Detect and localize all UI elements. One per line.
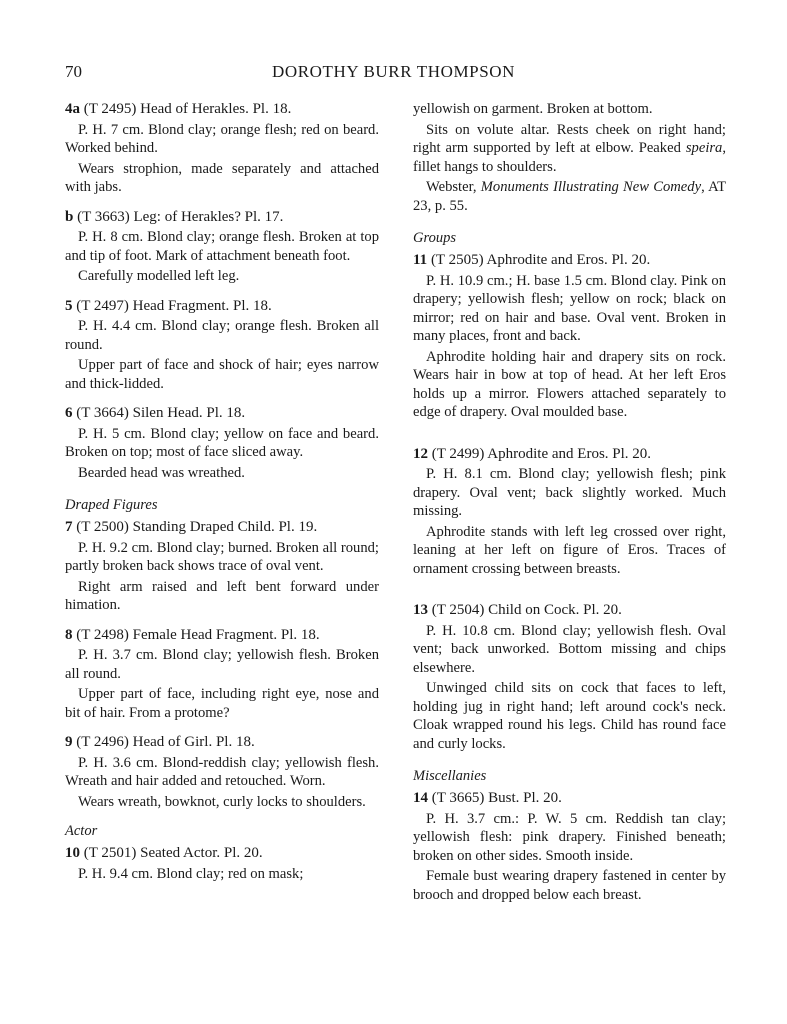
entry-description: P. H. 9.2 cm. Blond clay; burned. Broken all round; partly broken back shows trace of oval vent.: [65, 539, 379, 574]
entry-description: P. H. 10.9 cm.; H. base 1.5 cm. Blond clay. Pink on drapery; yellowish flesh; yellow on rock; black on mirror; red on hair and base. Oval vent. Broken in many places, front and back.: [413, 272, 726, 344]
entry-heading: (T 2500) Standing Draped Child. Pl. 19.: [72, 519, 318, 535]
entry-commentary: Upper part of face and shock of hair; eyes narrow and thick-lidded.: [65, 357, 379, 392]
catalog-entry-10-continued: [413, 100, 726, 215]
entry-description: P. H. 7 cm. Blond clay; orange flesh; red on beard. Worked behind.: [65, 121, 379, 156]
catalog-entry-10: [65, 844, 379, 883]
running-head: DOROTHY BURR THOMPSON: [271, 62, 516, 81]
entry-number: 11: [413, 252, 428, 268]
reference-title: Monuments Illustrating New Comedy: [480, 179, 702, 195]
catalog-entry-4a: [65, 100, 379, 197]
entry-heading: (T 2497) Head Fragment. Pl. 18.: [72, 297, 272, 314]
entry-number: 8: [65, 626, 73, 643]
entry-title: [65, 404, 379, 423]
entry-number: 6: [65, 405, 73, 421]
entry-title: [413, 251, 726, 270]
entry-description: P. H. 5 cm. Blond clay; yellow on face and beard. Broken on top; most of face sliced away.: [65, 425, 379, 460]
catalog-entry-4b: [65, 208, 379, 286]
entry-heading: (T 2498) Female Head Fragment. Pl. 18.: [72, 626, 320, 643]
page-number: 70: [65, 62, 82, 81]
entry-heading: (T 2499) Aphrodite and Eros. Pl. 20.: [428, 445, 652, 462]
entry-heading: (T 2501) Seated Actor. Pl. 20.: [80, 845, 263, 861]
section-heading-draped-figures: Draped Figures: [65, 497, 158, 513]
entry-number: 9: [65, 734, 73, 750]
entry-heading: (T 2495) Head of Herakles. Pl. 18.: [80, 101, 292, 117]
catalog-entry-7: [65, 518, 379, 615]
entry-reference: [413, 178, 726, 215]
entry-number: 7: [65, 519, 73, 535]
reference-author: Webster,: [426, 179, 481, 195]
entry-title: [413, 445, 726, 464]
entry-description: P. H. 3.6 cm. Blond-reddish clay; yellowish flesh. Wreath and hair added and retouched. Worn.: [65, 754, 379, 789]
entry-number: 4a: [65, 101, 80, 117]
entry-commentary: Bearded head was wreathed.: [78, 464, 245, 481]
entry-title: [65, 844, 379, 863]
catalog-entry-11: [413, 251, 726, 422]
entry-title: [65, 518, 379, 537]
catalog-entry-13: [413, 601, 726, 753]
commentary-text-end: , fillet hangs to shoulders.: [413, 140, 726, 175]
entry-description-continued: yellowish on garment. Broken at bottom.: [413, 101, 653, 117]
entry-title: [65, 208, 379, 227]
catalog-entry-6: [65, 404, 379, 482]
entry-description: P. H. 9.4 cm. Blond clay; red on mask;: [78, 865, 304, 882]
entry-description: P. H. 8.1 cm. Blond clay; yellowish flesh; pink drapery. Oval vent; back slightly worked. Much missing.: [413, 466, 726, 519]
catalog-entry-5: [65, 297, 379, 394]
entry-commentary: Upper part of face, including right eye, nose and bit of hair. From a protome?: [65, 686, 379, 721]
catalog-entry-8: [65, 626, 379, 723]
left-column: [65, 100, 379, 894]
commentary-text: Sits on volute altar. Rests cheek on right hand; right arm supported by left at elbow. Peaked: [413, 121, 726, 156]
entry-description: P. H. 8 cm. Blond clay; orange flesh. Broken at top and tip of foot. Mark of attachment beneath foot.: [65, 229, 379, 264]
entry-title: [413, 789, 726, 808]
entry-title: [65, 100, 379, 119]
entry-heading: (T 3664) Silen Head. Pl. 18.: [72, 405, 246, 421]
entry-number: 14: [413, 790, 428, 806]
entry-heading: (T 2504) Child on Cock. Pl. 20.: [428, 602, 622, 618]
entry-title: [65, 733, 379, 752]
commentary-term: speira: [685, 140, 723, 156]
entry-heading: (T 2496) Head of Girl. Pl. 18.: [72, 734, 255, 750]
section-heading-groups: Groups: [413, 230, 456, 246]
entry-commentary: Unwinged child sits on cock that faces to left, holding jug in right hand; left around cock's neck. Cloak wrapped round his legs. Child has round face and curly locks.: [413, 680, 726, 752]
entry-title: [65, 297, 379, 316]
entry-commentary: Aphrodite holding hair and drapery sits on rock. Wears hair in bow at top of head. At her left Eros holds up a mirror. Flowers attached separately to edge of drapery. Oval moulded base.: [413, 348, 726, 420]
entry-number: 5: [65, 297, 73, 314]
entry-commentary: Wears strophion, made separately and attached with jabs.: [65, 160, 379, 195]
reference-locator: , AT 23, p. 55.: [413, 179, 726, 214]
entry-title: [65, 626, 379, 645]
entry-commentary: Wears wreath, bowknot, curly locks to shoulders.: [78, 793, 366, 810]
entry-commentary: Female bust wearing drapery fastened in center by brooch and dropped below each breast.: [413, 868, 726, 903]
entry-number: b: [65, 208, 74, 225]
entry-commentary: Right arm raised and left bent forward under himation.: [65, 578, 379, 613]
entry-title: [413, 601, 726, 620]
entry-description: P. H. 3.7 cm.: P. W. 5 cm. Reddish tan clay; yellowish flesh: pink drapery. Finished beneath; broken on other sides. Smooth inside.: [413, 810, 726, 864]
entry-heading: (T 3663) Leg: of Herakles? Pl. 17.: [73, 208, 284, 225]
section-heading-miscellanies: Miscellanies: [413, 768, 487, 784]
entry-description: P. H. 4.4 cm. Blond clay; orange flesh. Broken all round.: [65, 318, 379, 353]
entry-number: 10: [65, 845, 80, 861]
section-heading-actor: Actor: [65, 823, 98, 839]
entry-commentary: Carefully modelled left leg.: [78, 268, 240, 284]
entry-commentary: [413, 121, 726, 177]
entry-description: P. H. 10.8 cm. Blond clay; yellowish flesh. Oval vent; back unworked. Bottom missing and chips elsewhere.: [413, 622, 726, 676]
catalog-entry-12: [413, 445, 726, 579]
entry-number: 12: [413, 445, 428, 462]
right-column: [413, 100, 726, 915]
entry-heading: (T 2505) Aphrodite and Eros. Pl. 20.: [427, 252, 651, 268]
catalog-entry-14: [413, 789, 726, 904]
catalog-entry-9: [65, 733, 379, 811]
entry-description: P. H. 3.7 cm. Blond clay; yellowish flesh. Broken all round.: [65, 647, 379, 682]
entry-heading: (T 3665) Bust. Pl. 20.: [428, 790, 562, 806]
entry-number: 13: [413, 602, 428, 618]
entry-commentary: Aphrodite stands with left leg crossed over right, leaning at her left on figure of Eros. Traces of ornament crossing between breasts.: [413, 523, 726, 577]
